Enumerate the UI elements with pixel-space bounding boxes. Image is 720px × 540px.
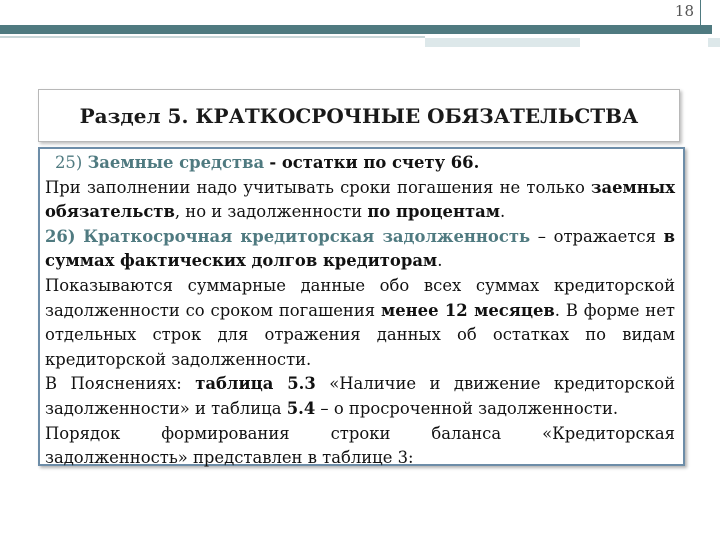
definition-text: - остатки по счету 66. [269,153,480,172]
item-number: 25) [55,153,83,172]
bold-span: заемных обязательств [45,177,675,222]
term-short-term-payables: Краткосрочная кредиторская задолженность [83,226,531,246]
bold-span: таблица 5.3 [195,374,316,394]
paragraph-25 [45,151,675,176]
paragraph-repayment [45,176,675,225]
title-box [38,89,680,142]
paragraph-notes [45,372,675,421]
text-span: – отражается [530,226,664,246]
text-span: Показываются суммарные данные обо всех суммах кредиторской задолженности со сроком погашения [45,275,675,320]
paragraph-procedure [45,422,675,471]
text-span: – о просроченной задолженности. [315,398,619,418]
header-thin-line [0,36,425,38]
text-span: Порядок формирования строки баланса «Кредиторская задолженность» представлен в таблице 3: [45,423,675,468]
text-span: . В форме нет отдельных строк для отражения данных об остатках по видам кредиторской задолженности. [45,300,675,369]
item-number: 26) [45,226,76,246]
slide-title: Раздел 5. КРАТКОСРОЧНЫЕ ОБЯЗАТЕЛЬСТВА [79,103,639,128]
bold-span: менее 12 месяцев [381,300,555,320]
content-text [45,151,675,471]
header-band [0,25,712,34]
bold-span: в суммах фактических долгов кредиторам [45,226,675,271]
bold-span: 5.4 [286,398,316,418]
header-right-band [708,38,720,47]
paragraph-26 [45,225,675,274]
bold-span: по процентам [367,202,500,222]
text-span: При заполнении надо учитывать сроки погашения не только [45,177,592,197]
paragraph-summary [45,274,675,372]
page-number: 18 [674,2,694,20]
text-span: . [499,202,506,222]
term-borrowed-funds: Заемные средства [87,153,265,172]
page-number-divider [700,0,701,30]
text-span: , но и задолженности [174,202,368,222]
text-span: «Наличие и движение кредиторской задолженности» и таблица [45,374,676,418]
text-span: . [437,251,443,271]
header-light-band [425,38,580,47]
text-span: В Пояснениях: [45,374,196,394]
content-box [38,147,685,466]
